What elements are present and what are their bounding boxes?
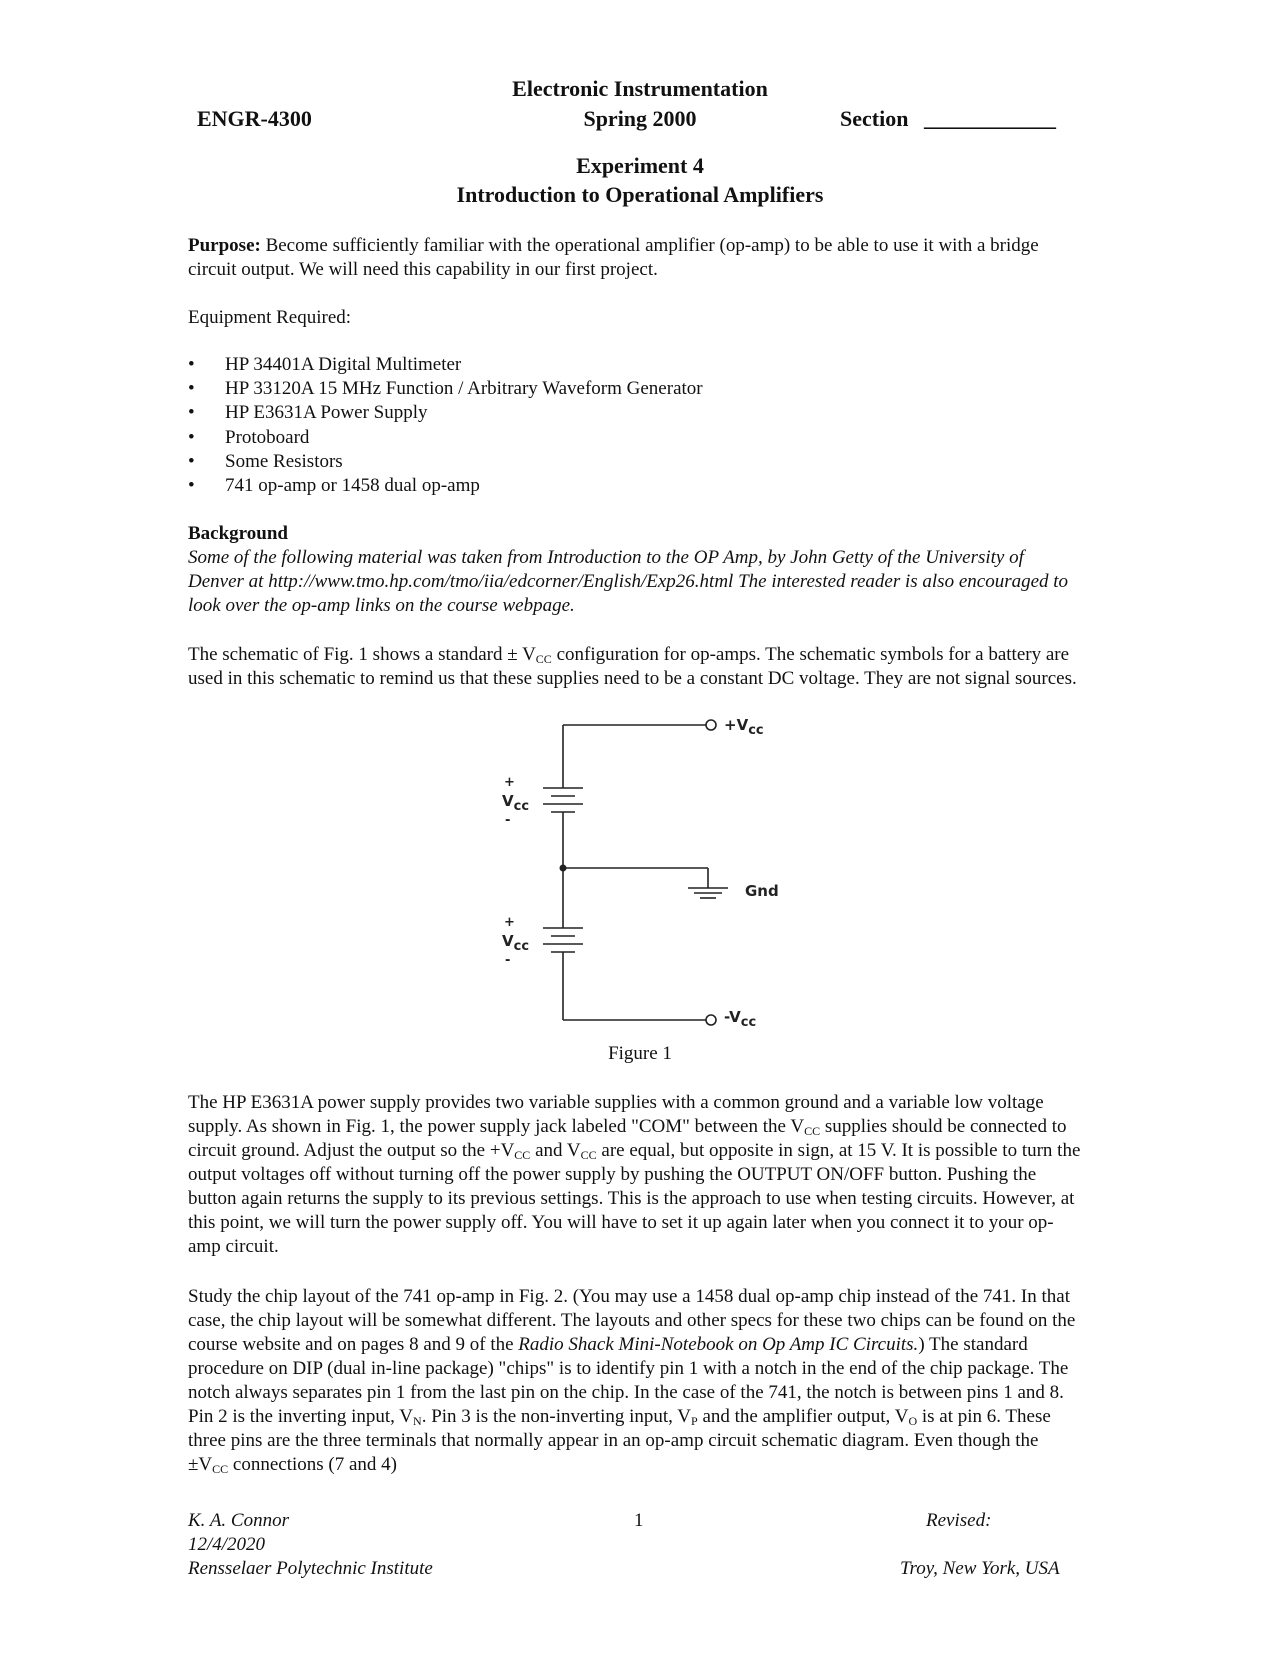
pos-vcc-label: +Vcc: [724, 716, 764, 738]
section-field: [840, 106, 1056, 132]
list-item: • Protoboard: [188, 426, 703, 450]
purpose-label: Purpose:: [188, 235, 261, 256]
equipment-list: [188, 353, 703, 498]
section-blank: ____________: [923, 106, 1056, 131]
footer-location: Troy, New York, USA: [900, 1558, 1060, 1579]
battery1-minus: -: [505, 813, 511, 828]
footer-page-number: 1: [634, 1510, 644, 1531]
footer-date: 12/4/2020: [188, 1534, 266, 1555]
background-paragraph: The schematic of Fig. 1 shows a standard ± $V_{CC}$ configuration for op-amps. The schematic symbols for a battery are used in this schematic to remind us that these supplies need to be a constant DC voltage. They are not signal sources.: [188, 644, 1077, 689]
list-item: • HP 34401A Digital Multimeter: [188, 353, 703, 377]
bullet: •: [188, 426, 195, 448]
footer-revised: Revised:: [926, 1510, 992, 1531]
battery1-vcc: Vcc: [502, 792, 530, 814]
battery2-minus: -: [505, 953, 511, 968]
background-heading: Background: [188, 523, 288, 544]
terminal-pos: [706, 720, 716, 730]
battery2-plus: +: [504, 915, 515, 930]
experiment-number: Experiment 4: [576, 153, 704, 178]
equipment-heading: Equipment Required:: [188, 307, 352, 328]
list-item: • 741 op-amp or 1458 dual op-amp: [188, 474, 703, 498]
gnd-label: Gnd: [745, 882, 779, 900]
junction-dot: [560, 865, 567, 872]
section-label: Section: [840, 106, 909, 131]
bullet: •: [188, 402, 195, 424]
experiment-title: Introduction to Operational Amplifiers: [456, 182, 824, 207]
subscript-cc: CC: [535, 652, 552, 666]
power-supply-paragraph: The HP E3631A power supply provides two variable supplies with a common ground and a variable low voltage supply. As shown in Fig. 1, the power supply jack labeled "COM" between the $V_{CC}$ supplies should be connected to circuit ground. Adjust the output so the $+V_{CC}$ and $V_{CC}$ are equal, but opposite in sign, at 15 V. It is possible to turn the output voltages off without turning off the power supply by pushing the OUTPUT ON/OFF button. Pushing the button again returns the supply to its previous settings. This is the approach to use when testing circuits. However, at this point, we will turn the power supply off. You will have to set it up again later when you connect it to your op-amp circuit.: [188, 1092, 1081, 1257]
battery2-vcc: Vcc: [502, 932, 530, 954]
bullet: •: [188, 475, 195, 497]
chip-layout-paragraph: Study the chip layout of the 741 op-amp in Fig. 2. (You may use a 1458 dual op-amp chip instead of the 741. In that case, the chip layout will be somewhat different. The layouts and other specs for these two chips can be found on the course website and on pages 8 and 9 of the Radio Shack Mini-Notebook on Op Amp IC Circuits.) The standard procedure on DIP (dual in-line package) "chips" is to identify pin 1 with a notch in the end of the chip package. The notch always separates pin 1 from the last pin on the chip. In the case of the 741, the notch is between pins 1 and 8. Pin 2 is the inverting input, $V_N$. Pin 3 is the non-inverting input, $V_P$ and the amplifier output, $V_O$ is at pin 6. These three pins are the three terminals that normally appear in an op-amp circuit schematic diagram. Even though the $\pm V_{CC}$ connections (7 and 4): [188, 1286, 1076, 1476]
purpose-paragraph: [188, 234, 1083, 282]
list-item: • Some Resistors: [188, 450, 703, 474]
footer-author: K. A. Connor: [188, 1510, 290, 1531]
power-supply-schematic: [480, 710, 800, 1030]
term: Spring 2000: [583, 106, 697, 131]
purpose-text: Become sufficiently familiar with the operational amplifier (op-amp) to be able to use it with a bridge circuit output. We will need this capability in our first project.: [188, 235, 1039, 280]
list-item: • HP E3631A Power Supply: [188, 401, 703, 425]
bullet: •: [188, 450, 195, 472]
course-number: ENGR-4300: [197, 106, 312, 131]
neg-vcc-label: -Vcc: [724, 1008, 757, 1030]
course-title: Electronic Instrumentation: [512, 76, 768, 101]
list-item: • HP 33120A 15 MHz Function / Arbitrary Waveform Generator: [188, 377, 703, 401]
battery1-plus: +: [504, 775, 515, 790]
bullet: •: [188, 354, 195, 375]
background-note: Some of the following material was taken from Introduction to the OP Amp, by John Getty of the University of Denver at http://www.tmo.hp.com/tmo/iia/edcorner/English/Exp26.html The interested reader is also encouraged to look over the op-amp links on the course webpage.: [188, 547, 1069, 616]
figure-caption: Figure 1: [608, 1043, 672, 1064]
terminal-neg: [706, 1015, 716, 1025]
footer-institution: Rensselaer Polytechnic Institute: [188, 1558, 433, 1579]
bullet: •: [188, 378, 195, 400]
